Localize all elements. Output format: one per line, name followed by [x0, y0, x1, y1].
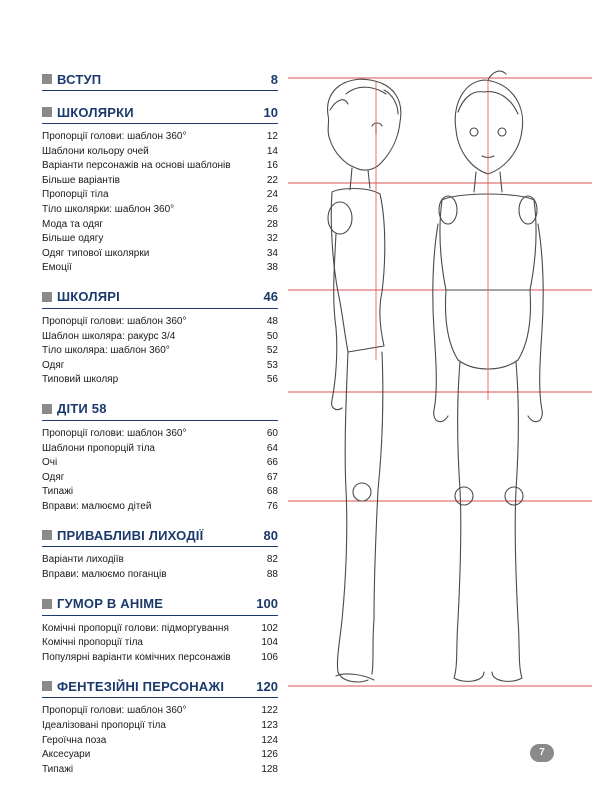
- toc-entry-label: Пропорції голови: шаблон 360°: [42, 131, 187, 142]
- toc-entry[interactable]: [42, 636, 278, 651]
- toc-entry-page: 126: [261, 749, 278, 761]
- toc-section-page: 10: [263, 104, 278, 120]
- toc-section-title-group: [42, 596, 163, 611]
- toc-entry-label: Популярні варіанти комічних персонажів: [42, 651, 231, 663]
- toc-entry-page: 88: [266, 569, 278, 581]
- toc-entry[interactable]: [42, 500, 278, 515]
- toc-section-header[interactable]: [42, 400, 278, 421]
- toc-entry-page: 68: [266, 486, 278, 498]
- toc-section-title: ВСТУП: [57, 71, 102, 87]
- toc-entry-label: Шаблони кольору очей: [42, 145, 149, 157]
- toc-entry[interactable]: [42, 748, 278, 763]
- toc-entry[interactable]: [42, 344, 278, 359]
- toc-section: [42, 595, 278, 666]
- toc-section-header[interactable]: [42, 70, 278, 91]
- toc-section-title-group: [42, 289, 120, 304]
- toc-entry[interactable]: [42, 763, 278, 778]
- toc-section-header[interactable]: [42, 103, 278, 124]
- toc-section-title-group: [42, 72, 101, 87]
- toc-entry-label: Типовий школяр: [42, 374, 119, 386]
- toc-section-page: 100: [256, 596, 278, 612]
- toc-entry-label: Типажі: [42, 763, 74, 775]
- toc-section: [42, 400, 278, 515]
- toc-entry-page: 22: [266, 174, 278, 186]
- toc-entry-page: 123: [261, 720, 278, 732]
- toc-entry[interactable]: [42, 188, 278, 203]
- toc-section-header[interactable]: [42, 595, 278, 616]
- table-of-contents: [42, 70, 278, 789]
- toc-entry[interactable]: [42, 373, 278, 388]
- toc-section: [42, 103, 278, 276]
- toc-entry-page: 66: [266, 457, 278, 469]
- toc-section-header[interactable]: [42, 677, 278, 698]
- toc-section-title: ФЕНТЕЗІЙНІ ПЕРСОНАЖІ: [57, 678, 225, 694]
- toc-section: [42, 526, 278, 582]
- toc-section-title: ГУМОР В АНІМЕ: [57, 596, 164, 612]
- toc-section-page: 8: [270, 71, 278, 87]
- toc-section: [42, 677, 278, 777]
- toc-entry[interactable]: [42, 471, 278, 486]
- toc-entry[interactable]: [42, 485, 278, 500]
- toc-entry-page: 128: [261, 763, 278, 775]
- toc-entry-label: Варіанти лиходіїв: [42, 554, 124, 566]
- toc-entry-page: 32: [266, 233, 278, 245]
- toc-entry-page: 106: [261, 651, 278, 663]
- toc-section: [42, 288, 278, 388]
- toc-entry-page: 16: [266, 160, 278, 172]
- toc-entry-page: 28: [266, 218, 278, 230]
- toc-entry-label: Вправи: малюємо поганців: [42, 569, 167, 581]
- toc-entry-page: 53: [266, 359, 278, 371]
- square-bullet-icon: [42, 681, 52, 691]
- toc-entry-label: Комічні пропорції тіла: [42, 637, 143, 649]
- toc-entry[interactable]: [42, 734, 278, 749]
- toc-entry[interactable]: [42, 456, 278, 471]
- toc-section-title: ШКОЛЯРІ: [57, 289, 120, 305]
- toc-entry-label: Тіло школярки: шаблон 360°: [42, 203, 175, 215]
- square-bullet-icon: [42, 292, 52, 302]
- toc-entry[interactable]: [42, 203, 278, 218]
- toc-section-page: 80: [263, 527, 278, 543]
- square-bullet-icon: [42, 530, 52, 540]
- toc-entry-page: 102: [261, 622, 278, 634]
- toc-entry[interactable]: [42, 330, 278, 345]
- toc-entry-page: 50: [266, 330, 278, 342]
- toc-entry-page: 64: [266, 442, 278, 454]
- toc-entry-page: 56: [266, 374, 278, 386]
- square-bullet-icon: [42, 107, 52, 117]
- page-number-badge: 7: [530, 744, 554, 762]
- side-view-figure: [328, 79, 401, 682]
- toc-entry-label: Пропорції голови: шаблон 360°: [42, 705, 187, 717]
- toc-entry-label: Одяг: [42, 359, 65, 371]
- toc-entry[interactable]: [42, 719, 278, 734]
- toc-section-title-group: [42, 105, 134, 120]
- toc-entry-label: Пропорції голови: шаблон 360°: [42, 315, 187, 327]
- toc-entry-label: Типажі: [42, 486, 74, 498]
- toc-section-header[interactable]: [42, 288, 278, 309]
- toc-entry[interactable]: [42, 359, 278, 374]
- toc-entry-label: Емоції: [42, 262, 72, 274]
- toc-entry-page: 52: [266, 345, 278, 357]
- square-bullet-icon: [42, 74, 52, 84]
- toc-entry-label: Одяг типової школярки: [42, 247, 150, 259]
- toc-entry-page: 38: [266, 262, 278, 274]
- toc-entry-page: 12: [266, 131, 278, 142]
- toc-entry-page: 124: [261, 734, 278, 746]
- proportion-guides: [288, 78, 592, 686]
- toc-entry[interactable]: [42, 261, 278, 276]
- toc-section-title-group: [42, 528, 203, 543]
- toc-entry-page: 122: [261, 705, 278, 717]
- square-bullet-icon: [42, 599, 52, 609]
- toc-entry-page: 34: [266, 247, 278, 259]
- toc-entry[interactable]: [42, 130, 278, 145]
- toc-entry-label: Одяг: [42, 471, 65, 483]
- toc-entry[interactable]: [42, 622, 278, 637]
- toc-entry-label: Пропорції тіла: [42, 189, 109, 201]
- toc-entry-page: 24: [266, 189, 278, 201]
- toc-entry-label: Комічні пропорції голови: підморгування: [42, 622, 229, 634]
- toc-entry-label: Більше варіантів: [42, 174, 120, 186]
- toc-section-title: ДІТИ 58: [57, 401, 107, 417]
- toc-entry[interactable]: [42, 159, 278, 174]
- toc-section-title-group: [42, 401, 107, 416]
- toc-entry-label: Мода та одяг: [42, 218, 104, 230]
- toc-entry-label: Аксесуари: [42, 749, 91, 761]
- toc-entry[interactable]: [42, 442, 278, 457]
- toc-entry[interactable]: [42, 315, 278, 330]
- toc-section: [42, 70, 278, 91]
- toc-entry-page: 104: [261, 637, 278, 649]
- toc-entry-page: 67: [266, 471, 278, 483]
- square-bullet-icon: [42, 404, 52, 414]
- toc-entry-label: Варіанти персонажів на основі шаблонів: [42, 160, 231, 172]
- toc-entry-label: Героїчна поза: [42, 734, 107, 746]
- toc-entry-label: Очі: [42, 457, 58, 469]
- toc-entry[interactable]: [42, 427, 278, 442]
- toc-entry[interactable]: [42, 704, 278, 719]
- toc-entry[interactable]: [42, 247, 278, 262]
- toc-entry-page: 82: [266, 554, 278, 566]
- toc-entry[interactable]: [42, 218, 278, 233]
- toc-entry[interactable]: [42, 174, 278, 189]
- anime-figure-sketch-icon: [288, 60, 592, 700]
- toc-entry-label: Вправи: малюємо дітей: [42, 500, 152, 512]
- toc-entry-label: Шаблони пропорцій тіла: [42, 442, 155, 454]
- toc-section-page: 46: [263, 289, 278, 305]
- toc-section-header[interactable]: [42, 526, 278, 547]
- toc-entry-label: Більше одягу: [42, 233, 104, 245]
- toc-section-page: 120: [256, 678, 278, 694]
- toc-entry-page: 48: [266, 315, 278, 327]
- toc-entry-page: 76: [266, 500, 278, 512]
- toc-section-title-group: [42, 679, 224, 694]
- toc-entry[interactable]: [42, 651, 278, 666]
- toc-entry-page: 26: [266, 203, 278, 215]
- front-view-figure: [433, 71, 543, 681]
- toc-entry-page: 60: [266, 427, 278, 439]
- toc-entry[interactable]: [42, 553, 278, 568]
- toc-entry[interactable]: [42, 568, 278, 583]
- toc-entry-label: Пропорції голови: шаблон 360°: [42, 427, 187, 439]
- toc-entry[interactable]: [42, 232, 278, 247]
- toc-entry-label: Тіло школяра: шаблон 360°: [42, 345, 170, 357]
- toc-entry-label: Шаблон школяра: ракурс 3/4: [42, 330, 176, 342]
- toc-section-title: ШКОЛЯРКИ: [57, 104, 134, 120]
- toc-entry-label: Ідеалізовані пропорції тіла: [42, 720, 166, 732]
- toc-section-title: ПРИВАБЛИВІ ЛИХОДІЇ: [57, 527, 204, 543]
- toc-entry-page: 14: [266, 145, 278, 157]
- toc-entry[interactable]: [42, 145, 278, 160]
